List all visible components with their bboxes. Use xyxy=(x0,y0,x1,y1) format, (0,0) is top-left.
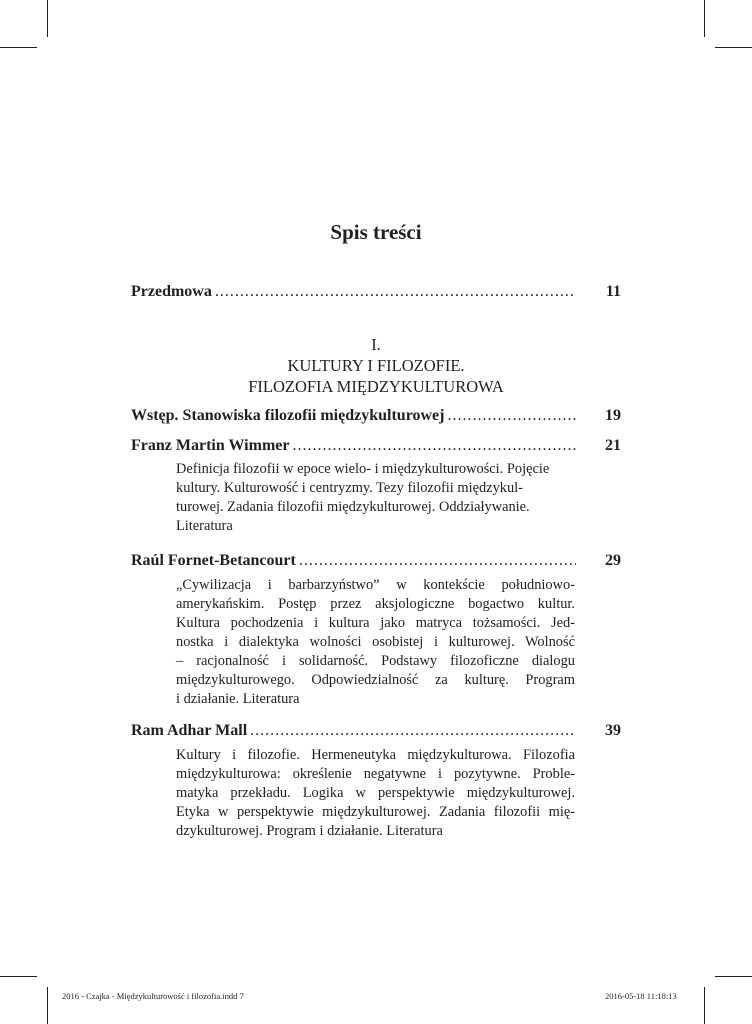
crop-mark xyxy=(704,0,705,37)
description-line: międzykulturowa: określenie negatywne i pozytywne. Proble- xyxy=(176,766,575,782)
page-title: Spis treści xyxy=(330,220,422,244)
description-line: kultury. Kulturowość i centryzmy. Tezy filozofii międzykul- xyxy=(176,480,523,496)
part-title-line2: FILOZOFIA MIĘDZYKULTUROWA xyxy=(248,377,504,396)
part-title-line1: KULTURY I FILOZOFIE. xyxy=(287,356,465,375)
description-line: Definicja filozofii w epoce wielo- i międzykulturowości. Pojęcie xyxy=(176,461,550,477)
leader-dots xyxy=(215,281,576,303)
part-number: I. xyxy=(371,335,381,354)
toc-entry-page: 39 xyxy=(605,722,621,739)
crop-mark xyxy=(704,987,705,1024)
crop-mark xyxy=(0,47,37,48)
description-line: matyka przekładu. Logika w perspektywie międzykulturowej. xyxy=(176,785,575,801)
description-line: Kultura pochodzenia i kultura jako matryca tożsamości. Jed- xyxy=(176,615,575,631)
leader-dots xyxy=(250,720,576,742)
toc-entry-name: Franz Martin Wimmer xyxy=(131,437,290,454)
toc-entry-wstep xyxy=(131,405,621,427)
slug-timestamp: 2016-05-18 11:18:13 xyxy=(605,991,677,1001)
crop-mark xyxy=(715,976,752,977)
toc-entry-name: Raúl Fornet-Betancourt xyxy=(131,552,296,569)
crop-mark xyxy=(47,987,48,1024)
leader-dots xyxy=(292,435,576,457)
toc-entry-wimmer xyxy=(131,435,621,457)
description-line: Kultury i filozofie. Hermeneutyka międzykulturowa. Filozofia xyxy=(176,747,575,763)
toc-entry-description xyxy=(176,746,575,841)
description-line: turowej. Zadania filozofii międzykulturowej. Oddziaływanie. xyxy=(176,499,530,515)
description-line: amerykańskim. Postęp przez aksjologiczne bogactwo kultur. xyxy=(176,596,575,612)
toc-entry-przedmowa xyxy=(131,281,621,303)
description-line: Etyka w perspektywie międzykulturowej. Zadania filozofii mię- xyxy=(176,804,575,820)
leader-dots xyxy=(447,405,576,427)
toc-entry-name: Wstęp. Stanowiska filozofii międzykulturowej xyxy=(131,407,445,424)
description-line: „Cywilizacja i barbarzyństwo” w kontekście południowo- xyxy=(176,577,575,593)
toc-entry-description xyxy=(176,576,575,709)
toc-entry-page: 11 xyxy=(605,283,621,300)
crop-mark xyxy=(47,0,48,37)
toc-entry-page: 29 xyxy=(605,552,621,569)
slug-file-name: 2016 - Czajka - Międzykulturowość i filozofia.indd 7 xyxy=(62,991,244,1001)
toc-entry-fornet-betancourt xyxy=(131,550,621,572)
description-line: – racjonalność i solidarność. Podstawy filozoficzne dialogu xyxy=(176,653,575,669)
description-line: nostka i dialektyka wolności osobistej i kulturowej. Wolność xyxy=(176,634,575,650)
leader-dots xyxy=(299,550,576,572)
toc-entry-name: Ram Adhar Mall xyxy=(131,722,248,739)
description-line: i działanie. Literatura xyxy=(176,691,300,707)
description-line: międzykulturowego. Odpowiedzialność za kulturę. Program xyxy=(176,672,575,688)
toc-entry-page: 19 xyxy=(605,407,621,424)
toc-entry-description xyxy=(176,460,575,536)
description-line: Literatura xyxy=(176,518,233,534)
description-line: dzykulturowej. Program i działanie. Literatura xyxy=(176,823,443,839)
toc-entry-name: Przedmowa xyxy=(131,283,212,300)
crop-mark xyxy=(0,976,37,977)
toc-entry-page: 21 xyxy=(605,437,621,454)
crop-mark xyxy=(715,47,752,48)
toc-entry-mall xyxy=(131,720,621,742)
